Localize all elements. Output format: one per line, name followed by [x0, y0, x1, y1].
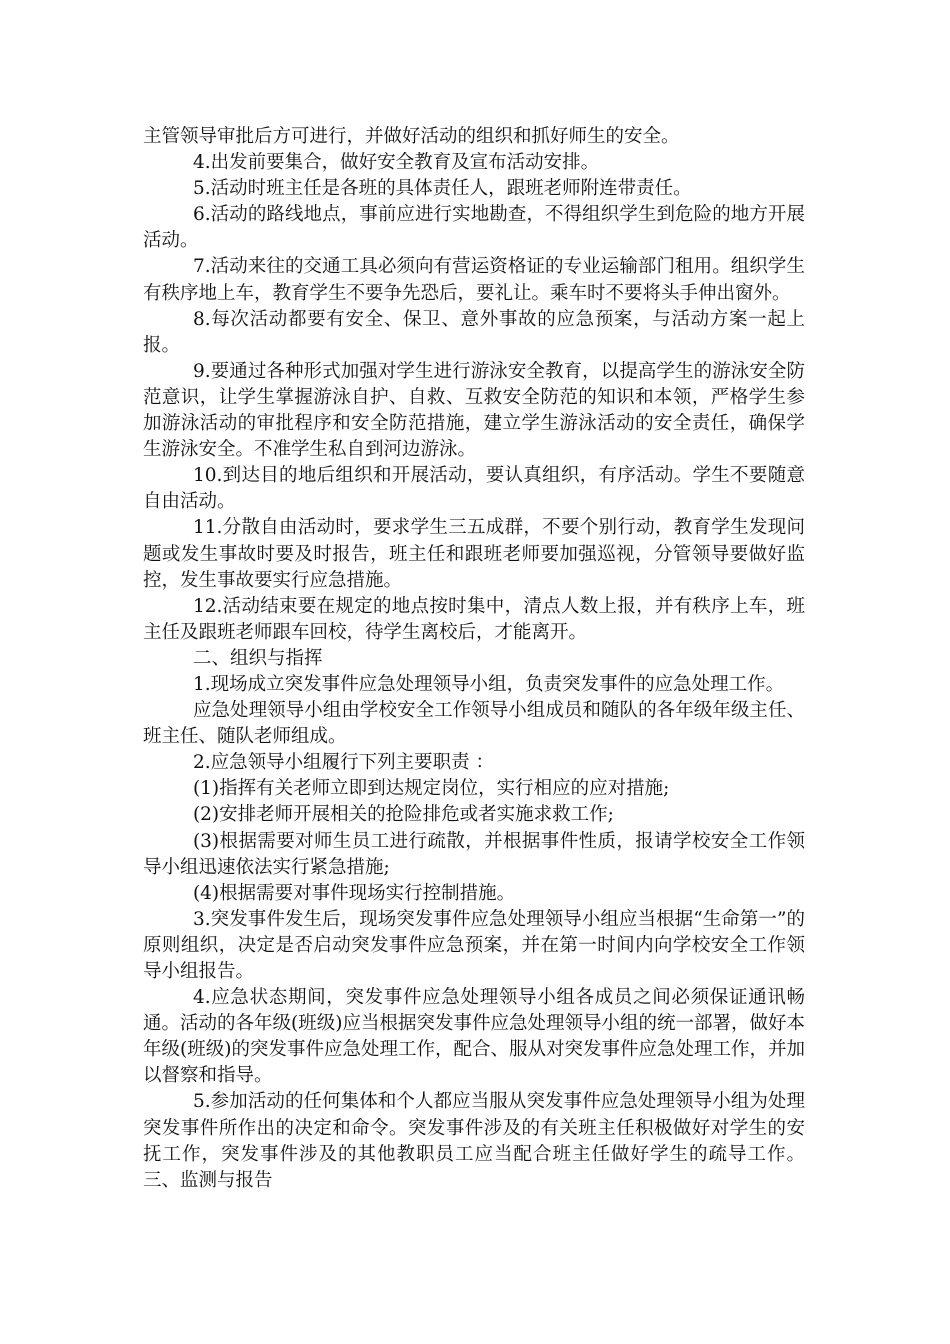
paragraph-20: 4.应急状态期间，突发事件应急处理领导小组各成员之间必须保证通讯畅通。活动的各年级(班级)应当根据突发事件应急处理领导小组的统一部署，做好本年级(班级)的突发事件应急处理工作，配合、服从对突发事件应急处理工作，并加以督察和指导。: [143, 987, 805, 1087]
paragraph-4: 6.活动的路线地点，事前应进行实地勘查，不得组织学生到危险的地方开展活动。: [143, 204, 805, 252]
paragraph-2: 4.出发前要集合，做好安全教育及宣布活动安排。: [192, 152, 600, 174]
paragraph-8: 10.到达目的地后组织和开展活动，要认真组织，有序活动。学生不要随意自由活动。: [143, 465, 805, 513]
paragraph-21: 5.参加活动的任何集体和个人都应当服从突发事件应急处理领导小组为处理突发事件所作出的决定和命令。突发事件涉及的有关班主任积极做好对学生的安抚工作，突发事件涉及的其他教职员工应当配合班主任做好学生的疏导工作。 三、监测与报告: [143, 1091, 805, 1191]
paragraph-12: 1.现场成立突发事件应急处理领导小组，负责突发事件的应急处理工作。: [192, 673, 785, 695]
paragraph-15: (1)指挥有关老师立即到达规定岗位，实行相应的应对措施;: [192, 778, 670, 800]
paragraph-3: 5.活动时班主任是各班的具体责任人，跟班老师附连带责任。: [192, 178, 692, 200]
paragraph-7: 9.要通过各种形式加强对学生进行游泳安全教育，以提高学生的游泳安全防范意识，让学生掌握游泳自护、自救、互救安全防范的知识和本领，严格学生参加游泳活动的审批程序和安全防范措施，建立学生游泳活动的安全责任，确保学生游泳安全。不准学生私自到河边游泳。: [143, 360, 805, 461]
paragraph-16: (2)安排老师开展相关的抢险排危或者实施求救工作;: [192, 804, 614, 826]
paragraph-14: 2.应急领导小组履行下列主要职责 ：: [192, 752, 494, 774]
paragraph-19: 3.突发事件发生后，现场突发事件应急处理领导小组应当根据“生命第一”的原则组织，决定是否启动突发事件应急预案，并在第一时间内向学校安全工作领导小组报告。: [143, 908, 805, 982]
paragraph-6: 8.每次活动都要有安全、保卫、意外事故的应急预案，与活动方案一起上报。: [143, 308, 805, 356]
paragraph-5: 7.活动来往的交通工具必须向有营运资格证的专业运输部门租用。组织学生有秩序地上车，教育学生不要争先恐后，要礼让。乘车时不要将头手伸出窗外。: [143, 256, 805, 304]
paragraph-18: (4)根据需要对事件现场实行控制措施。: [192, 882, 516, 904]
paragraph-10: 12.活动结束要在规定的地点按时集中，清点人数上报，并有秩序上车，班主任及跟班老师跟车回校，待学生离校后，才能离开。: [143, 595, 805, 643]
document-body: [143, 124, 805, 1194]
paragraph-9: 11.分散自由活动时，要求学生三五成群，不要个别行动，教育学生发现问题或发生事故时要及时报告，班主任和跟班老师要加强巡视，分管领导要做好监控，发生事故要实行应急措施。: [143, 517, 805, 591]
paragraph-1: 主管领导审批后方可进行，并做好活动的组织和抓好师生的安全。: [143, 126, 680, 147]
paragraph-17: (3)根据需要对师生员工进行疏散，并根据事件性质，报请学校安全工作领导小组迅速依法实行紧急措施;: [143, 830, 805, 878]
section-heading-organization: 二、组织与指挥: [192, 647, 323, 669]
paragraph-13: 应急处理领导小组由学校安全工作领导小组成员和随队的各年级年级主任、班主任、随队老师组成。: [143, 700, 805, 748]
